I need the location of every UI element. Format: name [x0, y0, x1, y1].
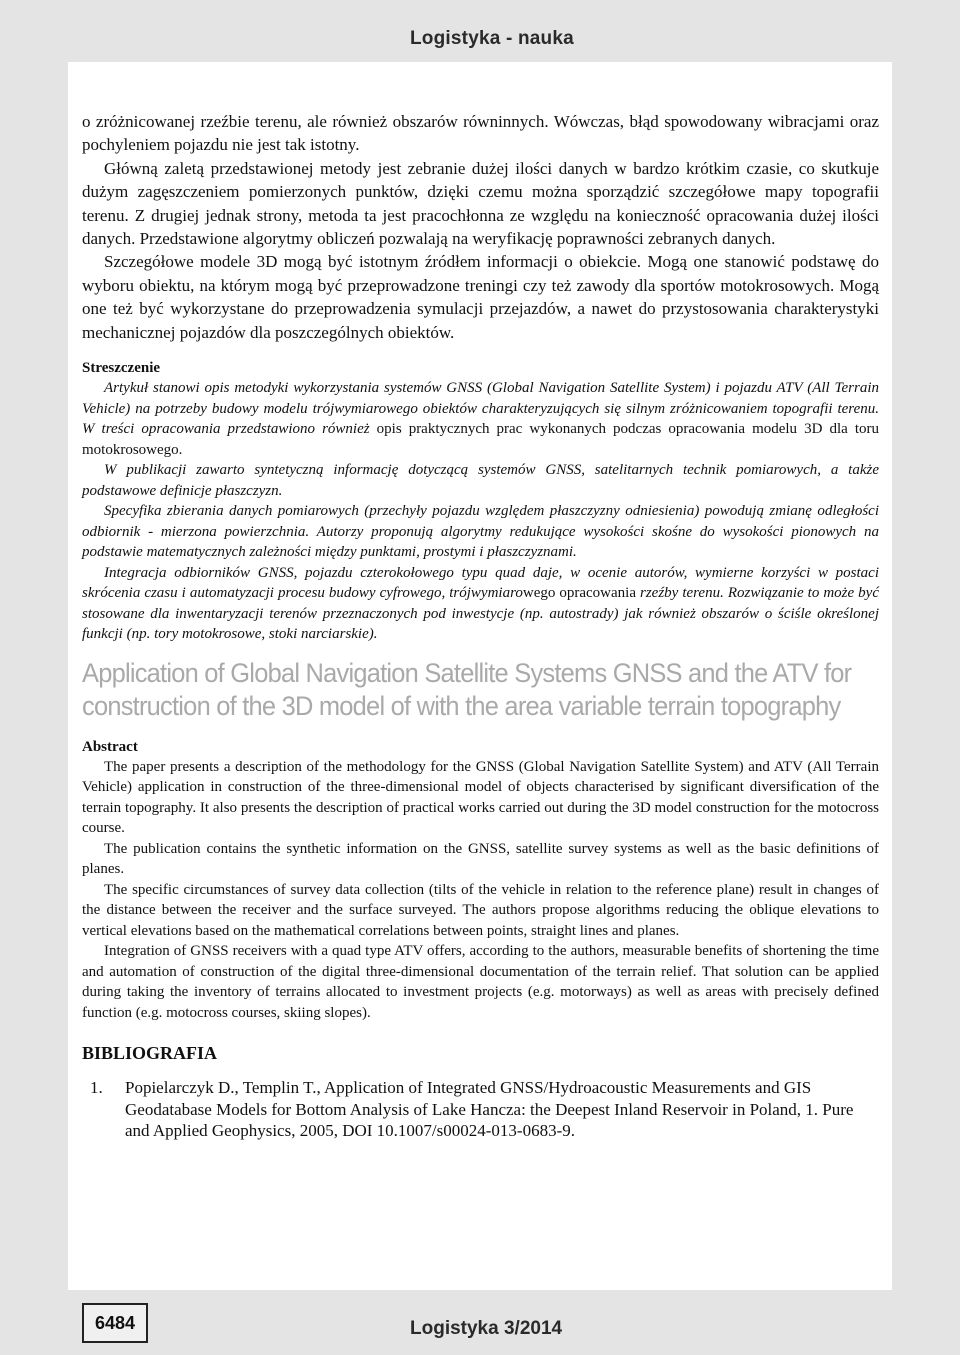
article-content [82, 110, 879, 1142]
english-title: Application of Global Navigation Satellite Systems GNSS and the ATV for construction of the 3D model of with the area variable terrain topography [82, 657, 852, 721]
streszczenie-italic-text: Specyfika zbierania danych pomiarowych (przechyły pojazdu względem płaszczyzny odniesienia) powodują zmianę odległości odbiornik - mierzona powierzchnia. Autorzy proponują algorytmy redukujące wysokości skośne do wysokości pionowych na podstawie matematycznych zależności między punktami, prostymi i płaszczyznami. [82, 503, 879, 561]
running-head: Logistyka - nauka [410, 28, 574, 49]
bibliography-item-text: Popielarczyk D., Templin T., Application of Integrated GNSS/Hydroacoustic Measurements and GIS Geodatabase Models for Bottom Analysis of Lake Hancza: the Deepest Inland Reservoir in Poland, 1. Pure and Applied Geophysics, 2005, DOI 10.1007/s00024-013-0683-9. [125, 1078, 854, 1141]
abstract-paragraph: The specific circumstances of survey data collection (tilts of the vehicle in relation to the reference plane) result in changes of the distance between the receiver and the surface surveyed. The authors propose algorithms reducing the oblique elevations to vertical elevations based on the mathematical correlations between points, straight lines and planes. [82, 881, 879, 939]
streszczenie-italic-text: Integracja odbiorników GNSS, pojazdu czterokołowego typu quad daje, w ocenie autorów, wymierne korzyści w postaci skrócenia czasu i automatyzacji procesu budowy cyfrowego, trójwymiaro [82, 564, 879, 602]
bibliography-item-number: 1. [90, 1078, 103, 1098]
bibliography-list [82, 1077, 879, 1142]
streszczenie-italic-text: rzeźby terenu. Rozwiązanie to może być stosowane dla inwentaryzacji terenów przeznaczonych pod inwestycje (np. autostrady) jak również obszarów o ściśle określonej funkcji (np. tory motokrosowe, stoki narciarskie). [82, 585, 879, 643]
abstract-paragraph: The paper presents a description of the methodology for the GNSS (Global Navigation Satellite System) and ATV (All Terrain Vehicle) application in construction of the three-dimensional model of objects characterised by significant diversification of the terrain topography. It also presents the description of practical works carried out during the 3D model construction for the motocross course. [82, 758, 879, 837]
streszczenie-paragraph [82, 460, 879, 501]
intro-section [82, 110, 879, 344]
streszczenie-italic-text: Artykuł stanowi opis metodyki wykorzystania systemów GNSS (Global Navigation Satellite System) i pojazdu ATV (All Terrain Vehicle) na potrzeby budowy modelu trójwymiarowego obiektów charakteryzujących się silnym zróżnicowaniem topografii terenu. W treści opracowania przedstawiono również [82, 380, 879, 438]
intro-paragraph: o zróżnicowanej rzeźbie terenu, ale również obszarów równinnych. Wówczas, błąd spowodowany wibracjami oraz pochyleniem pojazdu nie jest tak istotny. [82, 112, 879, 155]
streszczenie-section [82, 378, 879, 645]
streszczenie-italic-text: W publikacji zawarto syntetyczną informację dotyczącą systemów GNSS, satelitarnych technik pomiarowych, a także podstawowe definicje płaszczyzn. [82, 462, 879, 499]
streszczenie-paragraph [82, 501, 879, 563]
footer-journal-issue: Logistyka 3/2014 [410, 1318, 563, 1339]
bibliography-item [82, 1077, 879, 1142]
abstract-paragraph: The publication contains the synthetic information on the GNSS, satellite survey systems as well as the basic definitions of planes. [82, 840, 879, 878]
streszczenie-heading: Streszczenie [82, 360, 161, 377]
intro-paragraph: Szczegółowe modele 3D mogą być istotnym źródłem informacji o obiekcie. Mogą one stanowić podstawę do wyboru obiektu, na którym mogą być przeprowadzone treningi czy też zawody dla sportów motokrosowych. Mogą one też być wykorzystane do przeprowadzenia symulacji przejazdów, a nawet do przystosowania charakterystyki mechanicznej pojazdów dla poszczególnych obiektów. [82, 252, 879, 342]
abstract-paragraph: Integration of GNSS receivers with a quad type ATV offers, according to the authors, measurable benefits of shortening the time and automation of construction of the digital three-dimensional documentation of the terrain relief. That solution can be applied during taking the inventory of terrains allocated to investment projects (e.g. motorways) as well as areas with precisely defined function (e.g. motocross courses, skiing slopes). [82, 943, 879, 1021]
intro-paragraph: Główną zaletą przedstawionej metody jest zebranie dużej ilości danych w bardzo krótkim czasie, co skutkuje dużym zagęszczeniem pomierzonych punktów, dzięki czemu można sporządzić szczegółowe mapy topografii terenu. Z drugiej jednak strony, metoda ta jest pracochłonna ze względu na konieczność opracowania dużej ilości danych. Przedstawione algorytmy obliczeń pozwalają na weryfikację poprawności zebranych danych. [82, 158, 879, 249]
streszczenie-text: opis praktycznych prac wykonanych podczas opracowania modelu 3D dla toru motokrosowego. [82, 421, 879, 458]
streszczenie-paragraph [82, 378, 879, 460]
abstract-heading: Abstract [82, 738, 138, 755]
page-number: 6484 [82, 1303, 148, 1343]
bibliography-heading: BIBLIOGRAFIA [82, 1043, 218, 1064]
streszczenie-text: wego opracowania [522, 585, 640, 602]
streszczenie-paragraph [82, 563, 879, 645]
abstract-section [82, 757, 879, 1024]
